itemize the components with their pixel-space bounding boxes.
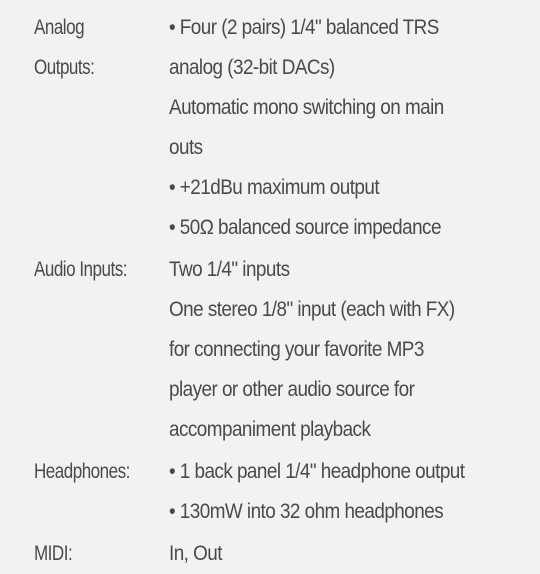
spec-value-line: • 1 back panel 1/4" headphone output <box>169 460 465 483</box>
spec-value-line: player or other audio source for <box>169 378 415 401</box>
specifications-table <box>34 8 524 574</box>
spec-row-headphones <box>34 450 524 532</box>
spec-value-line: outs <box>169 136 203 159</box>
spec-label-line: Outputs: <box>34 56 95 79</box>
spec-value-line: • Four (2 pairs) 1/4" balanced TRS <box>169 16 439 39</box>
spec-value <box>169 8 524 248</box>
spec-value-line: • +21dBu maximum output <box>169 176 380 199</box>
spec-row-audio-inputs <box>34 248 524 450</box>
spec-label <box>34 248 156 450</box>
spec-label <box>34 450 156 532</box>
spec-value-line: Automatic mono switching on main <box>169 96 444 119</box>
spec-label-line: Audio Inputs: <box>34 258 127 281</box>
spec-label <box>34 532 156 574</box>
spec-value <box>169 450 524 532</box>
spec-row-midi <box>34 532 524 574</box>
spec-value-line: for connecting your favorite MP3 <box>169 338 424 361</box>
spec-value-line: accompaniment playback <box>169 418 371 441</box>
spec-label-line: MIDI: <box>34 542 73 565</box>
spec-value-line: • 130mW into 32 ohm headphones <box>169 500 444 523</box>
spec-row-analog-outputs <box>34 8 524 248</box>
spec-value-line: In, Out <box>169 542 222 565</box>
spec-value-line: One stereo 1/8" input (each with FX) <box>169 298 455 321</box>
spec-value-line: Two 1/4" inputs <box>169 258 290 281</box>
spec-value <box>169 532 524 574</box>
spec-value <box>169 248 524 450</box>
spec-value-line: analog (32-bit DACs) <box>169 56 335 79</box>
spec-label-line: Headphones: <box>34 460 130 483</box>
spec-label-line: Analog <box>34 16 85 39</box>
spec-value-line: • 50Ω balanced source impedance <box>169 216 441 239</box>
spec-label <box>34 8 156 248</box>
